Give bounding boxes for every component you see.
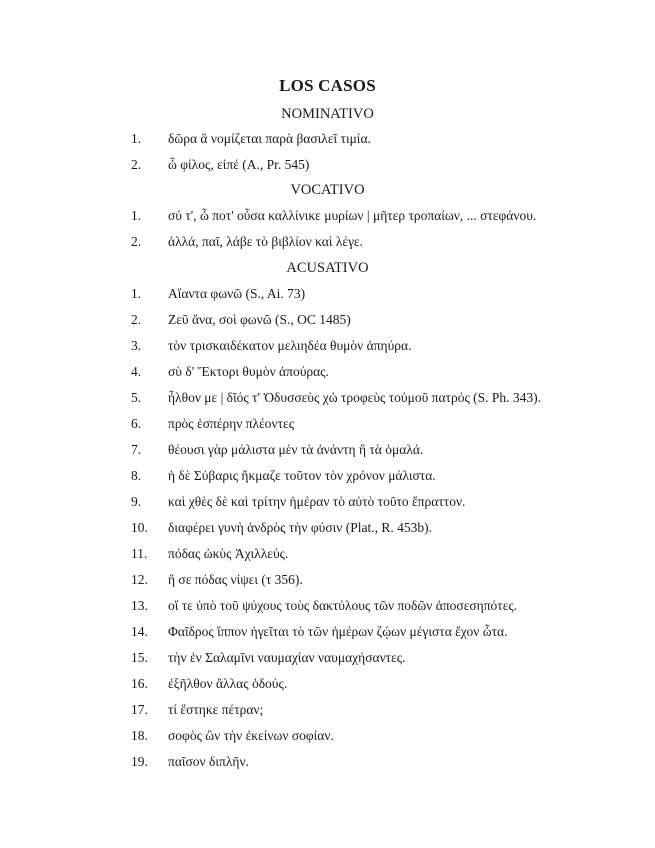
- item-number: 3.: [131, 338, 142, 353]
- item-text: σὺ δ' Ἕκτορι θυμὸν ἀπούρας.: [168, 364, 329, 379]
- item-text: σύ τ', ὦ ποτ' οὖσα καλλίνικε μυρίων | μῆτερ τροπαίων, ... στεφάνου.: [168, 208, 537, 223]
- item-number: 8.: [131, 468, 142, 483]
- item-number: 1.: [131, 208, 142, 223]
- item-number: 12.: [131, 572, 148, 587]
- item-text: ἐξῆλθον ἄλλας ὁδούς.: [168, 676, 288, 691]
- list-item: [0, 752, 655, 772]
- list-item: [0, 388, 655, 408]
- list-item: [0, 232, 655, 252]
- item-number: 14.: [131, 624, 148, 639]
- item-number: 2.: [131, 234, 142, 249]
- item-text: τί ἕστηκε πέτραν;: [168, 702, 264, 717]
- item-text: πρὸς ἑσπέρην πλέοντες: [168, 416, 295, 431]
- item-number: 19.: [131, 754, 148, 769]
- item-number: 11.: [131, 546, 148, 561]
- list-item: [0, 440, 655, 460]
- page-title: LOS CASOS: [279, 76, 376, 95]
- item-text: ἡ δὲ Σύβαρις ἤκμαζε τοῦτον τὸν χρόνον μάλιστα.: [168, 468, 436, 483]
- list-item: [0, 596, 655, 616]
- item-text: ἀλλά, παῖ, λάβε τὸ βιβλίον καὶ λέγε.: [168, 234, 363, 249]
- item-text: οἵ τε ὑπὸ τοῦ ψύχους τοὺς δακτύλους τῶν ποδῶν ἀποσεσηπότες.: [168, 598, 518, 613]
- list-item: [0, 362, 655, 382]
- item-text: παῖσον διπλῆν.: [168, 754, 249, 769]
- item-text: ἥ σε πόδας νίψει (τ 356).: [168, 572, 303, 587]
- section-heading-nominativo: NOMINATIVO: [281, 106, 374, 122]
- list-item: [0, 284, 655, 304]
- item-number: 15.: [131, 650, 148, 665]
- list-item: [0, 726, 655, 746]
- item-number: 6.: [131, 416, 142, 431]
- item-number: 9.: [131, 494, 142, 509]
- item-number: 1.: [131, 286, 142, 301]
- list-item: [0, 310, 655, 330]
- item-text: καὶ χθὲς δὲ καὶ τρίτην ἡμέραν τὸ αὐτὸ τοῦτο ἔπραττον.: [168, 494, 466, 509]
- list-item: [0, 129, 655, 149]
- item-text: δῶρα ἃ νομίζεται παρὰ βασιλεῖ τιμία.: [168, 131, 371, 146]
- list-item: [0, 206, 655, 226]
- item-text: Αἴαντα φωνῶ (S., Ai. 73): [168, 286, 306, 301]
- item-number: 10.: [131, 520, 148, 535]
- item-text: Φαῖδρος ἵππον ἡγεῖται τὸ τῶν ἡμέρων ζῴων μέγιστα ἔχον ὦτα.: [168, 624, 508, 639]
- list-item: [0, 492, 655, 512]
- list-item: [0, 155, 655, 175]
- list-item: [0, 544, 655, 564]
- item-number: 16.: [131, 676, 148, 691]
- list-item: [0, 518, 655, 538]
- item-number: 7.: [131, 442, 142, 457]
- list-item: [0, 622, 655, 642]
- list-item: [0, 648, 655, 668]
- list-item: [0, 414, 655, 434]
- list-item: [0, 700, 655, 720]
- item-text: πόδας ὠκὺς Ἀχιλλεύς.: [168, 546, 289, 561]
- list-item: [0, 674, 655, 694]
- section-heading-vocativo: VOCATIVO: [290, 182, 365, 198]
- item-number: 1.: [131, 131, 142, 146]
- item-number: 5.: [131, 390, 142, 405]
- item-text: τὸν τρισκαιδέκατον μελιηδέα θυμὸν ἀπηύρα.: [168, 338, 412, 353]
- list-item: [0, 570, 655, 590]
- section-heading-acusativo: ACUSATIVO: [286, 260, 369, 276]
- item-number: 13.: [131, 598, 148, 613]
- item-text: ἦλθον με | δῖός τ' Ὀδυσσεὺς χὠ τροφεὺς τοὐμοῦ πατρός (S. Ph. 343).: [168, 390, 542, 405]
- item-text: ὦ φίλος, εἰπέ (A., Pr. 545): [168, 157, 310, 172]
- item-number: 4.: [131, 364, 142, 379]
- item-number: 18.: [131, 728, 148, 743]
- item-text: τὴν ἐν Σαλαμῖνι ναυμαχίαν ναυμαχήσαντες.: [168, 650, 406, 665]
- list-item: [0, 466, 655, 486]
- item-text: διαφέρει γυνὴ ἀνδρὸς τὴν φύσιν (Plat., R. 453b).: [168, 520, 432, 535]
- item-text: σοφὸς ὢν τὴν ἐκείνων σοφίαν.: [168, 728, 334, 743]
- item-text: θέουσι γὰρ μάλιστα μὲν τὰ ἀνάντη ἢ τὰ ὁμαλά.: [168, 442, 424, 457]
- item-number: 2.: [131, 312, 142, 327]
- item-number: 2.: [131, 157, 142, 172]
- item-text: Ζεῦ ἄνα, σοὶ φωνῶ (S., OC 1485): [168, 312, 351, 327]
- item-number: 17.: [131, 702, 148, 717]
- list-item: [0, 336, 655, 356]
